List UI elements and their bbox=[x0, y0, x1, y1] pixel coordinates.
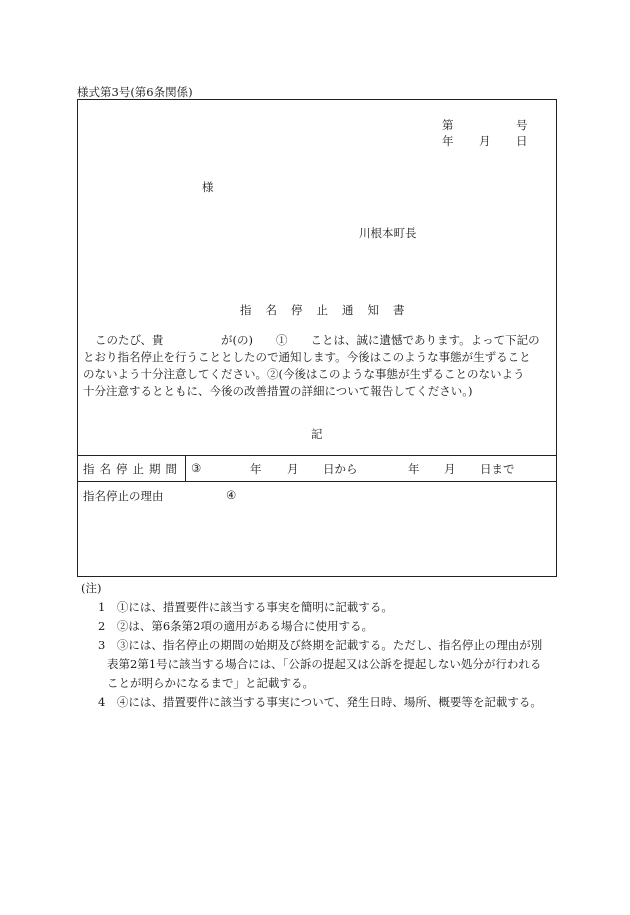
ki-heading: 記 bbox=[311, 427, 323, 441]
period-from-day: 日から bbox=[323, 462, 358, 476]
note-item: 4 ④には、措置要件に該当する事実について、発生日時、場所、概要等を記載する。 bbox=[98, 695, 542, 709]
number-prefix: 第 bbox=[442, 118, 454, 132]
period-to-month: 月 bbox=[444, 462, 456, 476]
note-item: 2 ②は、第6条第2項の適用がある場合に使用する。 bbox=[98, 619, 373, 633]
reason-label: 指名停止の理由 bbox=[83, 489, 164, 503]
note-item: 1 ①には、措置要件に該当する事実を簡明に記載する。 bbox=[98, 600, 393, 614]
note-item-continued: 表第2第1号に該当する場合には、「公訴の提起又は公訴を提起しない処分が行われる bbox=[107, 657, 542, 671]
body-line: このたび、貴 が(の) ① ことは、誠に遺憾であります。よって下記の bbox=[95, 333, 540, 347]
body-line: 十分注意するとともに、今後の改善措置の詳細について報告してください。) bbox=[83, 384, 473, 398]
note-item: 3 ③には、指名停止の期間の始期及び終期を記載する。ただし、指名停止の理由が別 bbox=[98, 638, 543, 652]
date-year: 年 bbox=[442, 134, 454, 148]
addressee-suffix: 様 bbox=[202, 180, 214, 194]
period-label: 指名停止期間 bbox=[83, 462, 182, 476]
document-title: 指名停止通知書 bbox=[240, 303, 419, 317]
notice-form bbox=[77, 99, 557, 577]
notes-heading: (注) bbox=[81, 581, 102, 595]
number-suffix: 号 bbox=[516, 118, 528, 132]
period-to-day: 日まで bbox=[480, 462, 515, 476]
issuer-name: 川根本町長 bbox=[359, 226, 417, 240]
divider bbox=[185, 455, 186, 481]
form-label: 様式第3号(第6条関係) bbox=[77, 85, 193, 99]
reason-marker: ④ bbox=[226, 488, 237, 502]
note-item-continued: ことが明らかになるまで」と記載する。 bbox=[107, 676, 314, 690]
date-day: 日 bbox=[516, 134, 528, 148]
divider bbox=[78, 455, 556, 456]
period-marker: ③ bbox=[191, 461, 202, 475]
notice-body bbox=[83, 332, 551, 400]
body-line: とおり指名停止を行うこととしたので通知します。今後はこのような事態が生ずること bbox=[83, 350, 531, 364]
body-line: のないよう十分注意してください。②(今後はこのような事態が生ずることのないよう bbox=[83, 367, 525, 381]
divider bbox=[78, 481, 556, 482]
date-month: 月 bbox=[479, 134, 491, 148]
period-from-year: 年 bbox=[250, 462, 262, 476]
period-to-year: 年 bbox=[408, 462, 420, 476]
period-from-month: 月 bbox=[287, 462, 299, 476]
